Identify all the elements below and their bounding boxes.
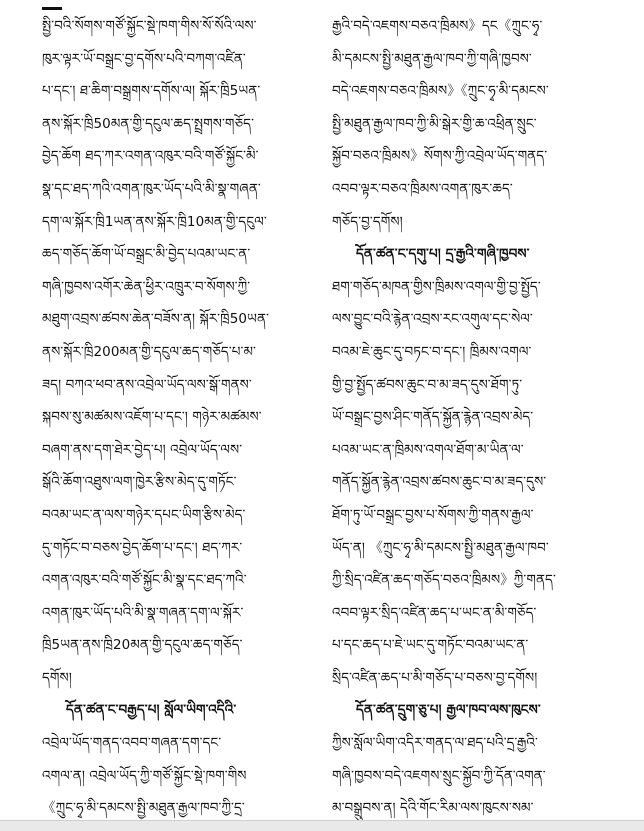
text-line: སྲིད་འཛིན་ཆད་པ་མི་གཅོད་པ་བཅས་བྱ་དགོས། (332, 669, 538, 686)
text-line: གྱི་བྱ་སྤྱོད་ཚབས་ཆུང་བ་མ་ཟད་དུས་ཐོག་ཏུ་ (332, 376, 523, 393)
text-line: འབྲེལ་ཡོད་གནད་འབབ་གཞན་དག་དང་ (42, 735, 222, 752)
text-line: ཐོག་ཏུ་ཡོ་བསྒྲང་བྱས་པ་སོགས་ཀྱི་གནས་རྒྱལ་ (332, 506, 534, 523)
text-line: སྣ་དང་ཐད་ཀའི་འགན་ཁུར་ཡོད་པའི་མི་སྣ་གཞན་ (42, 180, 261, 197)
text-line: གཞི་ཁྱབས་བདེ་འཇགས་སྲུང་སྐྱོབ་ཀྱི་དོན་འགན་ (332, 767, 546, 784)
text-line: ཀྱི་སྲིད་འཛིན་ཆད་གཅོད་བཅའ་ཁྲིམས》ཀྱི་གནད་ (332, 572, 556, 589)
text-line: པ་དང་། ཐ་ཆིག་བསྒྲགས་དགོས་ལ། སྐོར་ཁྲི5ཡན་ (42, 83, 261, 100)
text-line: མཐུག་འབྲས་ཚབས་ཆེན་བཟོས་ན། སྐོར་ཁྲི50ཡན་ (42, 311, 270, 328)
text-line: འགན་ཁུར་ཡོད་པའི་མི་སྣ་གཞན་དག་ལ་སྐོར་ (42, 604, 244, 621)
text-line: སྐབས་སུ་མཚམས་འཇོག་པ་དང་། གཉེར་མཚམས་ (42, 409, 262, 426)
text-line: ནས་སྐོར་ཁྲི200མན་གྱི་དངུལ་ཆད་གཅོད་པ་མ་ (42, 343, 256, 360)
text-line: ཟད། བཀའ་ཕབ་ནས་འབྲེལ་ཡོད་ལས་སྒོ་གནས་ (42, 376, 252, 393)
text-line: ཀྱིས་སློལ་ཡིག་འདིར་གནད་ལ་ཐད་པའི་དྲ་རྒྱའི་ (332, 735, 538, 752)
text-line: བའམ་ཇེ་ཆུང་དུ་བཏང་བ་དང་། ཁྲིམས་འགལ་ (332, 343, 532, 360)
text-line: འབབ་ལྟར་བཅའ་ཁྲིམས་འགན་ཁུར་ཆད་ (332, 180, 513, 197)
text-line: དག་ལ་སྐོར་ཁྲི1ཡན་ནས་སྐོར་ཁྲི10མན་གྱི་དངུལ་ (42, 213, 267, 230)
text-line: 《ཀྲུང་ཧྭ་མི་དམངས་སྤྱི་མཐུན་རྒྱལ་ཁབ་ཀྱི་དྲ་ (42, 800, 245, 817)
text-line: མི་དམངས་སྤྱི་མཐུན་རྒྱལ་ཁབ་ཀྱི་གཞི་ཁྱབས་ (332, 50, 532, 67)
text-line: ཡོད་ན། 《ཀྲུང་ཧྭ་མི་དམངས་སྤྱི་མཐུན་རྒྱལ་ཁབ་ (332, 539, 549, 556)
text-line: སྐྱོབ་བཅའ་ཁྲིམས》སོགས་ཀྱི་འབྲེལ་ཡོད་གནད་ (332, 148, 548, 165)
text-line: ཁྲི5ཡན་ནས་ཁྲི20མན་གྱི་དངུལ་ཆད་གཅོད་ (42, 637, 243, 654)
text-line: བའམ་ཡང་ན་ལས་གཉེར་དཔང་ཡིག་རྩིས་མེད་ (42, 506, 246, 523)
text-line: ཡོ་བསྒྲང་བྱས་ཤིང་གནོད་སྐྱོན་རྙེན་འབྲས་མེད་ (332, 409, 534, 426)
text-line: དགོས། (42, 669, 72, 686)
text-line: སྤྱི་མཐུན་རྒྱལ་ཁབ་ཀྱི་མི་སྒེར་གྱི་ཆ་འཕྲིན་སྲུང་ (332, 115, 537, 132)
text-line: པའམ་ཡང་ན་ཁྲིམས་འགལ་ཐོག་མ་ཡིན་ལ་ (332, 441, 524, 458)
text-line: རྒྱའི་བདེ་འཇགས་བཅའ་ཁྲིམས》དང《ཀྲུང་ཧྭ་ (332, 18, 543, 34)
text-line: བྱེད་ཆོག ཐད་ཀར་འགན་འཁུར་བའི་གཙོ་སྐྱོང་མི་ (42, 148, 259, 165)
text-line: དུ་གཏོང་བ་བཅས་བྱེད་ཆོག་པ་དང་། ཐད་ཀར་ (42, 539, 243, 556)
right-column (332, 10, 606, 825)
text-line: འགལ་ན། འབྲེལ་ཡོད་ཀྱི་གཙོ་སྐྱོང་སྡེ་ཁག་གིས (42, 767, 247, 784)
text-line: འགན་འཁུར་བའི་གཙོ་སྐྱོང་མི་སྣ་དང་ཐད་ཀའི་ (42, 572, 247, 589)
text-line: ཆད་གཅོད་ཆོག་ཡོ་བསྒྲང་མི་བྱེད་པའམ་ཡང་ན་ (42, 246, 251, 263)
text-line: སྤྱི་བའི་སོགས་གཙོ་སྐྱོང་སྡེ་ཁག་གིས་སོ་སོའི་ལས་ (42, 18, 257, 34)
text-line: བདེ་འཇགས་བཅའ་ཁྲིམས》《ཀྲུང་ཧྭ་མི་དམངས་ (332, 83, 549, 100)
text-line: བཞག་ནས་དག་ཐེར་བྱེད་པ། འབྲེལ་ཡོད་ལས་ (42, 441, 243, 458)
text-line: གནོད་སྐྱོན་རྙེན་འབྲས་ཚབས་ཆུང་བ་མ་ཟད་དུས་ (332, 474, 547, 491)
page-bottom-edge (0, 820, 644, 831)
left-column (42, 10, 310, 825)
text-line: པ་དང་ཆད་པ་ཇེ་ཡང་དུ་གཏོང་བའམ་ཡང་ན་ (332, 637, 529, 654)
text-line: ཁུར་ལྟར་ཡོ་བསྒྲང་བྱ་དགོས་པའི་བཀག་འཛིན་ (42, 50, 246, 67)
text-line: གཞི་ཁྱབས་འགོར་ཆེན་ཕྱིར་འཁྲུར་བ་སོགས་ཀྱི་ (42, 278, 251, 295)
article-heading: དོན་ཚན་ང་བརྒྱད་པ། སློལ་ཡིག་འདིའི་ (66, 702, 237, 719)
text-line: ལས་བྱུང་བའི་རྙེན་འབྲས་རང་འགུལ་དང་སེལ་ (332, 311, 533, 328)
text-line: ནས་སྐོར་ཁྲི50མན་གྱི་དངུལ་ཆད་སྤྲགས་གཅོད་ (42, 115, 255, 132)
text-line: སྒོའི་ཆོག་འཐུས་ལག་ཁྱེར་རྩིས་མེད་དུ་གཏོང་ (42, 474, 237, 491)
text-line: འབབ་ལྟར་སྲིད་འཛིན་ཆད་པ་ཡང་ན་མི་གཅོད་ (332, 604, 537, 621)
article-heading: དོན་ཚན་ང་དགུ་པ། དྲ་རྒྱའི་གཞི་ཁྱབས་ (356, 246, 530, 263)
text-line: ཐག་གཅོད་མཁན་གྱིས་ཁྲིམས་འགལ་གྱི་བྱ་སྤྱོད་ (332, 278, 541, 295)
text-line: མ་བསྒྲུབས་ན། དེའི་གོང་རིམ་ལས་ཁུངས་སམ་ (332, 800, 534, 817)
article-heading: དོན་ཚན་དྲུག་ཅུ་པ། རྒྱལ་ཁབ་ལས་ཁུངས་ (356, 702, 541, 719)
text-line: གཅོད་བྱ་དགོས། (332, 213, 403, 230)
